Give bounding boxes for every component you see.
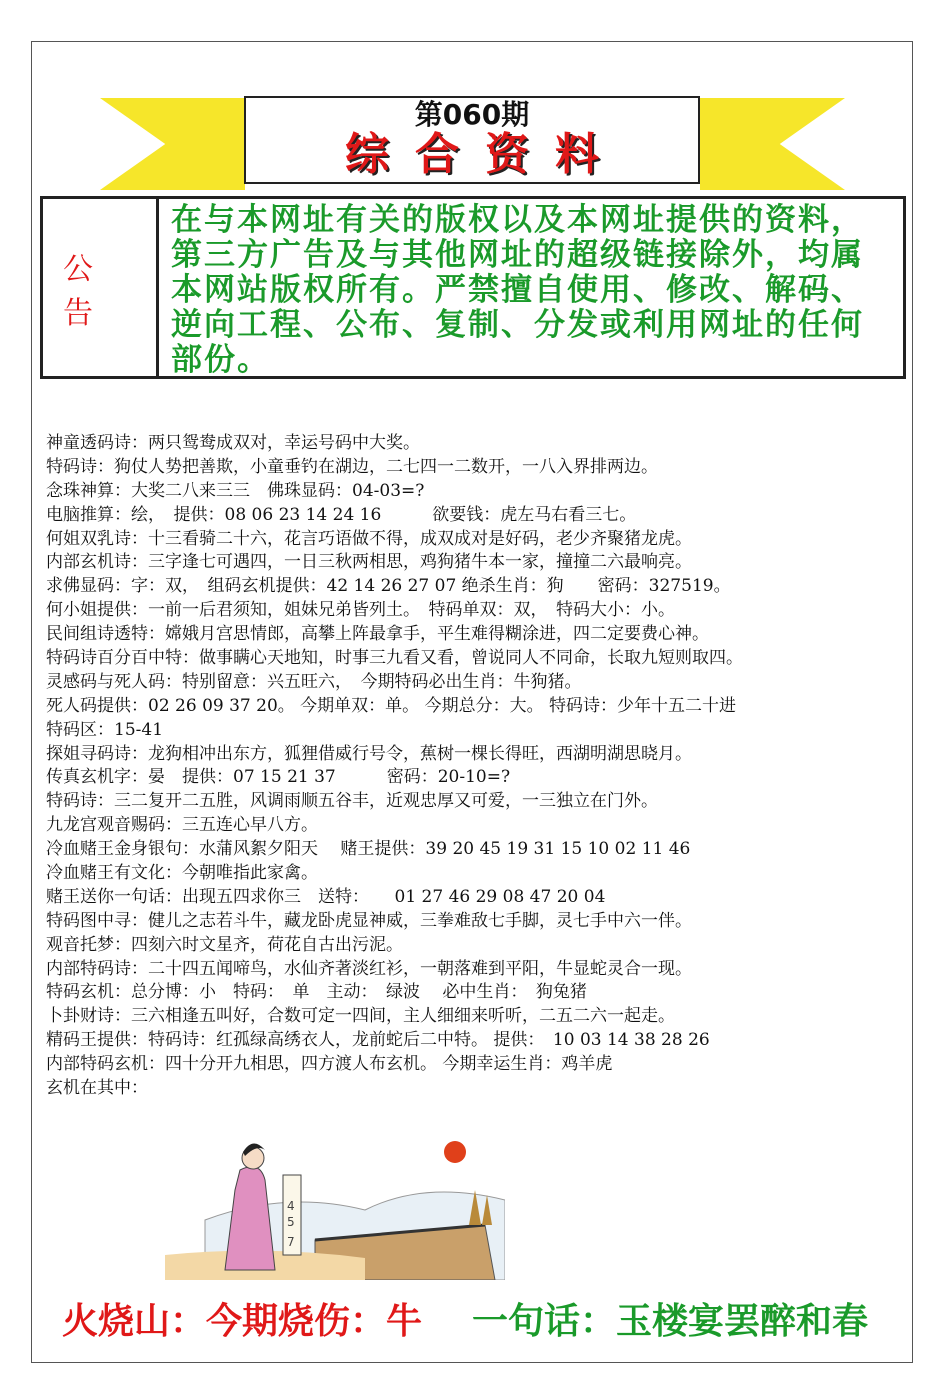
- info-line: 观音托梦：四刻六时文星齐，荷花自古出污泥。: [46, 934, 403, 955]
- info-line: 何小姐提供：一前一后君须知，姐妹兄弟皆列土。 特码单双：双， 特码大小：小。: [46, 600, 675, 621]
- info-line: 特码玄机：总分博：小 特码： 单 主动： 绿波 必中生肖： 狗兔猪: [46, 982, 587, 1003]
- notice-text: 在与本网址有关的版权以及本网址提供的资料，第三方广告及与其他网址的超级链接除外，均属本网站版权所有。严禁擅自使用、修改、解码、逆向工程、公布、复制、分发或利用网址的任何部份。: [171, 202, 864, 378]
- info-line: 民间组诗透特：嫦娥月宫思情郎，高攀上阵最拿手，平生难得糊涂进，四二定要费心神。: [46, 624, 709, 645]
- info-line: 特码区：15-41: [46, 719, 164, 740]
- info-line: 求佛显码：字：双， 组码玄机提供：42 14 26 27 07 绝杀生肖：狗 密码：327519。: [46, 576, 731, 597]
- svg-text:5: 5: [287, 1215, 295, 1229]
- info-line: 卜卦财诗：三六相逢五叫好，合数可定一四间，主人细细来听听，二五二六一起走。: [46, 1006, 675, 1027]
- info-line: 赌王送你一句话：出现五四求你三 送特： 01 27 46 29 08 47 20 04: [46, 886, 606, 907]
- info-line: 冷血赌王有文化：今朝唯指此家禽。: [46, 863, 318, 884]
- info-line: 特码图中寻：健儿之志若斗牛，藏龙卧虎显神威，三拳难敌七手脚，灵七手中六一伴。: [46, 910, 692, 931]
- info-line: 传真玄机字：晏 提供：07 15 21 37 密码：20-10=?: [46, 767, 511, 788]
- info-line: 内部特码玄机：四十分开九相思，四方渡人布玄机。 今期幸运生肖：鸡羊虎: [46, 1054, 613, 1075]
- info-line: 灵感码与死人码：特别留意：兴五旺六， 今期特码必出生肖：牛狗猪。: [46, 671, 582, 692]
- info-line: 特码诗：狗仗人势把善欺，小童垂钓在湖边，二七四一二数开，一八入界排两边。: [46, 456, 658, 477]
- info-line: 精码王提供：特码诗：红孤绿高绣衣人，龙前蛇后二中特。 提供： 10 03 14 38 28 26: [46, 1030, 710, 1051]
- one-sentence-text: 一句话：玉楼宴罢醉和春: [472, 1301, 869, 1342]
- info-lines: [46, 432, 896, 1101]
- info-line: 特码诗：三二复开二五胜，风调雨顺五谷丰，近观忠厚又可爱，一三独立在门外。: [46, 791, 658, 812]
- info-line: 内部特码诗：二十四五闻啼鸟，水仙齐著淡红衫，一朝落难到平阳，牛显蛇灵合一现。: [46, 958, 692, 979]
- notice-label: 公告: [43, 199, 159, 376]
- info-line: 内部玄机诗：三字逢七可遇四，一日三秋两相思，鸡狗猪牛本一家，撞撞二六最响亮。: [46, 552, 692, 573]
- fire-mountain-text: 火烧山：今期烧伤：牛: [62, 1301, 423, 1342]
- info-line: 特码诗百分百中特：做事瞒心天地知，时事三九看又看，曾说同人不同命，长取九短则取四。: [46, 648, 743, 669]
- info-line: 念珠神算：大奖二八来三三 佛珠显码：04-03=?: [46, 480, 425, 501]
- info-line: 神童透码诗：两只鸳鸯成双对，幸运号码中大奖。: [46, 433, 420, 453]
- title-box: [244, 96, 700, 184]
- svg-text:4: 4: [287, 1199, 295, 1213]
- info-line: 电脑推算：绘， 提供：08 06 23 14 24 16 欲要钱：虎左马右看三七。: [46, 504, 637, 525]
- info-line: 玄机在其中：: [46, 1078, 148, 1099]
- issue-number: 第060期: [414, 98, 530, 131]
- svg-text:7: 7: [287, 1235, 295, 1249]
- illustration-lady-scroll: [165, 1130, 505, 1280]
- info-line: 死人码提供：02 26 09 37 20。 今期单双：单。 今期总分：大。 特码诗：少年十五二十进: [46, 695, 736, 716]
- info-line: 探姐寻码诗：龙狗相冲出东方，狐狸借威行号令，蕉树一棵长得旺，西湖明湖思晓月。: [46, 743, 692, 764]
- info-line: 九龙宫观音赐码：三五连心早八方。: [46, 815, 318, 836]
- notice-box: [40, 196, 906, 379]
- info-line: 何姐双乳诗：十三看骑二十六，花言巧语做不得，成双成对是好码，老少齐聚猪龙虎。: [46, 528, 692, 549]
- info-line: 冷血赌王金身银句：水蒲风絮夕阳天 赌王提供：39 20 45 19 31 15 10 02 11 46: [46, 839, 691, 860]
- bottom-banner: [62, 1300, 902, 1344]
- page-title: 综合资料: [345, 129, 625, 180]
